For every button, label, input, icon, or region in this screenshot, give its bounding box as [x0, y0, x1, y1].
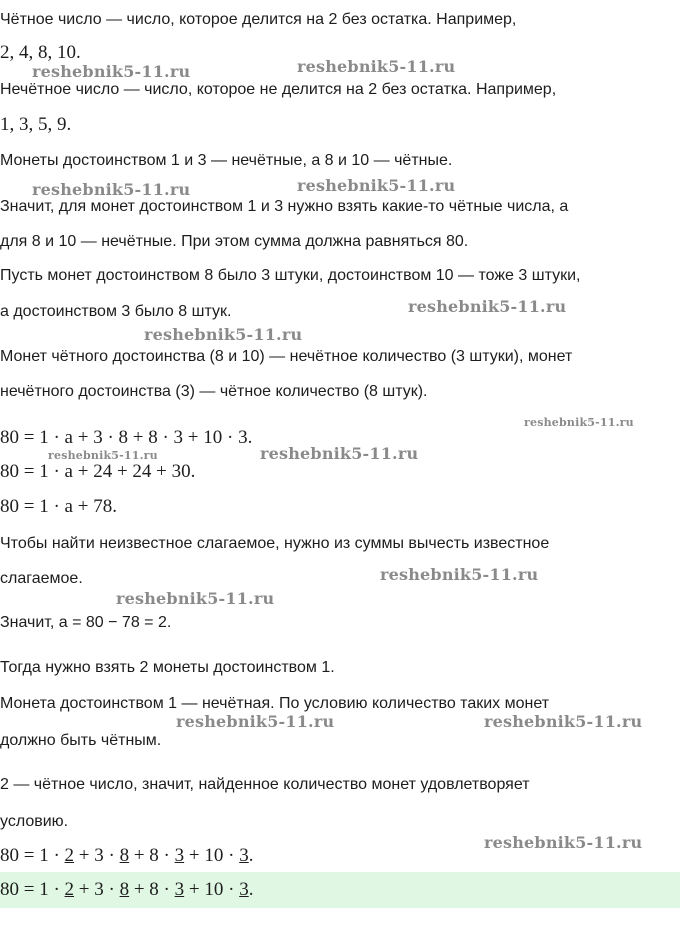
watermark: reshebnik5-11.ru — [297, 57, 456, 76]
text-line: должно быть чётным. — [0, 732, 162, 749]
text-line: а достоинством 3 было 8 штук. — [0, 303, 232, 320]
answer-equation: 80 = 1 · 2 + 3 · 8 + 8 · 3 + 10 · 3. — [0, 879, 254, 900]
text-line: Чётное число — число, которое делится на 2 без остатка. Например, — [0, 11, 517, 28]
text-line: Чтобы найти неизвестное слагаемое, нужно из суммы вычесть известное — [0, 535, 550, 552]
text-line: Нечётное число — число, которое не делится на 2 без остатка. Например, — [0, 81, 557, 98]
text-line: нечётного достоинства (3) — чётное количество (8 штук). — [0, 383, 428, 400]
text-line: условию. — [0, 813, 69, 830]
watermark: reshebnik5-11.ru — [297, 176, 456, 195]
text-line: 2 — чётное число, значит, найденное количество монет удовлетворяет — [0, 776, 530, 793]
watermark: reshebnik5-11.ru — [408, 297, 567, 316]
text-line: Пусть монет достоинством 8 было 3 штуки, достоинством 10 — тоже 3 штуки, — [0, 267, 581, 284]
text-line: Значит, a = 80 − 78 = 2. — [0, 614, 172, 631]
watermark: reshebnik5-11.ru — [260, 444, 419, 463]
text-line: Монеты достоинством 1 и 3 — нечётные, а 8 и 10 — чётные. — [0, 152, 453, 169]
watermark: reshebnik5-11.ru — [32, 62, 191, 81]
math-line: 1, 3, 5, 9. — [0, 114, 72, 135]
watermark: reshebnik5-11.ru — [116, 589, 275, 608]
equation-check: 80 = 1 · 2 + 3 · 8 + 8 · 3 + 10 · 3. — [0, 845, 254, 866]
watermark: reshebnik5-11.ru — [380, 565, 539, 584]
watermark: reshebnik5-11.ru — [32, 180, 191, 199]
text-line: Тогда нужно взять 2 монеты достоинством 1. — [0, 659, 335, 676]
watermark: reshebnik5-11.ru — [484, 833, 643, 852]
watermark: reshebnik5-11.ru — [176, 712, 335, 731]
watermark: reshebnik5-11.ru — [484, 712, 643, 731]
equation-2: 80 = 1 · a + 24 + 24 + 30. — [0, 461, 196, 482]
text-line: слагаемое. — [0, 570, 83, 587]
watermark: reshebnik5-11.ru — [524, 416, 634, 429]
equation-3: 80 = 1 · a + 78. — [0, 496, 117, 517]
equation-1: 80 = 1 · a + 3 · 8 + 8 · 3 + 10 · 3. — [0, 427, 253, 448]
watermark: reshebnik5-11.ru — [48, 449, 158, 462]
math-line: 2, 4, 8, 10. — [0, 42, 81, 63]
text-line: для 8 и 10 — нечётные. При этом сумма должна равняться 80. — [0, 233, 469, 250]
text-line: Монет чётного достоинства (8 и 10) — нечётное количество (3 штуки), монет — [0, 348, 573, 365]
text-line: Значит, для монет достоинством 1 и 3 нужно взять какие-то чётные числа, а — [0, 198, 569, 215]
watermark: reshebnik5-11.ru — [144, 325, 303, 344]
text-line: Монета достоинством 1 — нечётная. По условию количество таких монет — [0, 695, 550, 712]
